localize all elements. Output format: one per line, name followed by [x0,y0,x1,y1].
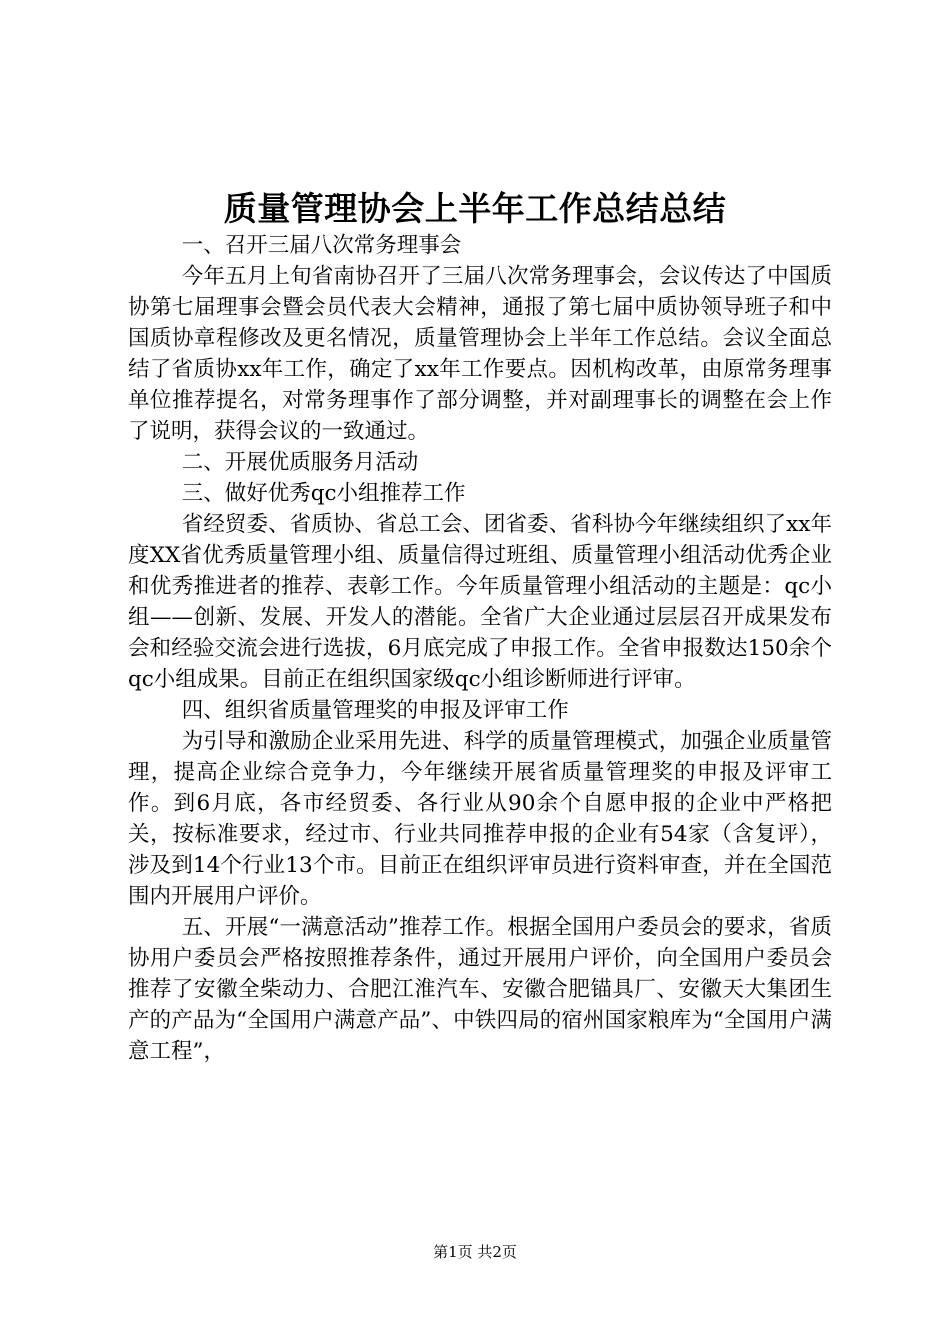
section-heading-2: 二、开展优质服务月活动 [181,450,419,475]
paragraph-1: 今年五月上旬省南协召开了三届八次常务理事会，会议传达了中国质协第七届理事会暨会员代表大会精神，通报了第七届中质协领导班子和中国质协章程修改及更名情况，质量管理协会上半年工作总结。会议全面总结了省质协xx年工作，确定了xx年工作要点。因机构改革，由原常务理事单位推荐提名，对常务理事作了部分调整，并对副理事长的调整在会上作了说明，获得会议的一致通过。 [128,264,832,444]
paragraph-3: 省经贸委、省质协、省总工会、团省委、省科协今年继续组织了xx年度XX省优秀质量管理小组、质量信得过班组、质量管理小组活动优秀企业和优秀推进者的推荐、表彰工作。今年质量管理小组活动的主题是：qc小组——创新、发展、开发人的潜能。全省广大企业通过层层召开成果发布会和经验交流会进行选拔，6月底完成了申报工作。全省申报数达150余个qc小组成果。目前正在组织国家级qc小组诊断师进行评审。 [128,512,832,692]
document-title: 质量管理协会上半年工作总结总结 [223,189,727,228]
page-footer: 第1页 共2页 [433,1243,517,1261]
paragraph-5: 五、开展“一满意活动”推荐工作。根据全国用户委员会的要求，省质协用户委员会严格按照推荐条件，通过开展用户评价，向全国用户委员会推荐了安徽全柴动力、合肥江淮汽车、安徽合肥锚具厂、安徽天大集团生产的产品为“全国用户满意产品”、中铁四局的宿州国家粮库为“全国用户满意工程”， [128,915,832,1064]
paragraph-4: 为引导和激励企业采用先进、科学的质量管理模式，加强企业质量管理，提高企业综合竞争力，今年继续开展省质量管理奖的申报及评审工作。到6月底，各市经贸委、各行业从90余个自愿申报的企业中严格把关，按标准要求，经过市、行业共同推荐申报的企业有54家（含复评），涉及到14个行业13个市。目前正在组织评审员进行资料审查，并在全国范围内开展用户评价。 [128,729,832,909]
section-heading-4: 四、组织省质量管理奖的申报及评审工作 [181,698,569,723]
document-body [128,230,832,1067]
section-heading-3: 三、做好优秀qc小组推荐工作 [181,481,466,506]
section-heading-1: 一、召开三届八次常务理事会 [181,233,462,258]
